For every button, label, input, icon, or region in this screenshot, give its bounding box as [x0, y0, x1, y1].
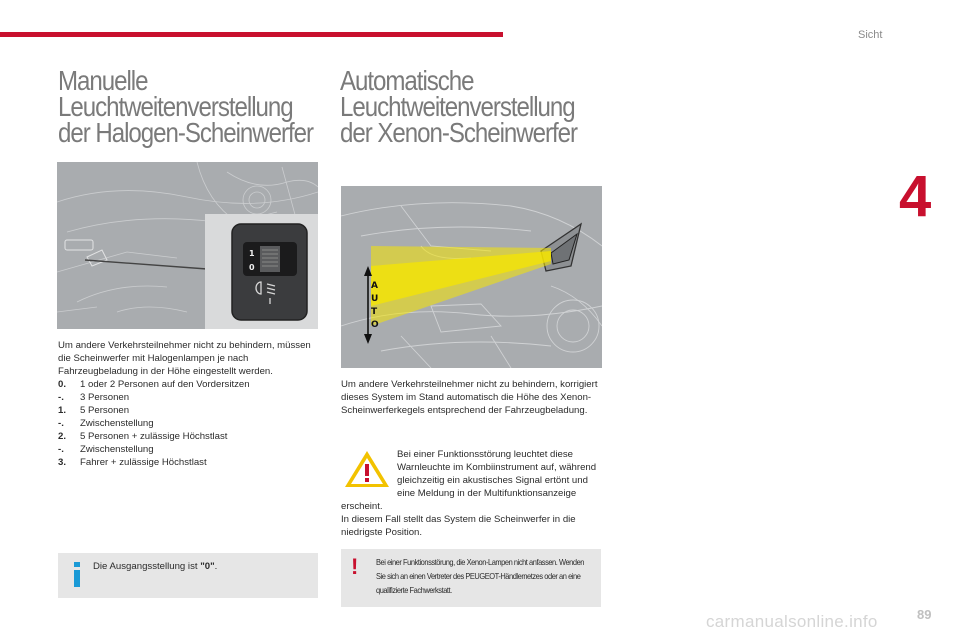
left-title-line: der Halogen-Scheinwerfer	[58, 117, 313, 148]
left-body	[58, 339, 320, 469]
exclamation-icon: !	[351, 554, 359, 579]
dashboard-drawing	[57, 162, 318, 329]
right-warning	[341, 448, 603, 539]
beam-letter-t: T	[371, 307, 378, 317]
left-intro: Um andere Verkehrsteilnehmer nicht zu behindern, müssen die Scheinwerfer mit Halogenlampen je nach Fahrzeugbeladung in der Höhe eingestellt werden.	[58, 340, 311, 377]
list-item: 2. 5 Personen + zulässige Höchstlast	[58, 431, 228, 442]
right-title-line: Leuchtweitenverstellung	[340, 91, 575, 122]
list-item: -. 3 Personen	[58, 392, 130, 403]
info-text: Die Ausgangsstellung ist "0".	[93, 561, 218, 572]
watermark: carmanualsonline.info	[706, 612, 878, 631]
warning-text-2: In diesem Fall stellt das System die Scheinwerfer in die niedrigste Position.	[341, 514, 576, 538]
caution-box	[341, 549, 601, 607]
info-icon	[71, 562, 83, 587]
chapter-number: 4	[899, 164, 932, 229]
dial-label-0: 0	[249, 263, 255, 272]
top-accent-bar	[0, 32, 503, 37]
dial-label-1: 1	[249, 249, 255, 258]
dashboard-illustration	[57, 162, 318, 329]
list-item: 0. 1 oder 2 Personen auf den Vordersitzen	[58, 379, 250, 390]
left-title	[58, 65, 313, 148]
right-intro: Um andere Verkehrsteilnehmer nicht zu behindern, korrigiert dieses System im Stand automatisch die Höhe des Xenon-Scheinwerferkegels entsprechend der Fahrzeugbeladung.	[341, 379, 598, 416]
right-title	[340, 65, 577, 148]
beam-letter-o: O	[371, 320, 379, 330]
list-item: 3. Fahrer + zulässige Höchstlast	[58, 457, 207, 468]
list-item: -. Zwischenstellung	[58, 444, 154, 455]
right-title-line: der Xenon-Scheinwerfer	[340, 117, 577, 148]
car-front-drawing	[341, 186, 602, 368]
beam-letter-a: A	[371, 281, 378, 291]
caution-text: Bei einer Funktionsstörung, die Xenon-Lampen nicht anfassen. Wenden Sie sich an einen Vertreter des PEUGEOT-Händlernetzes oder an eine qualifizierte Fachwerkstatt.	[376, 557, 584, 595]
load-position-list	[58, 378, 320, 469]
left-title-line: Leuchtweitenverstellung	[58, 91, 293, 122]
initial-position-value: "0"	[200, 561, 215, 572]
left-title-line: Manuelle	[58, 65, 148, 96]
section-label: Sicht	[858, 29, 883, 41]
warning-triangle-icon	[341, 448, 393, 490]
warning-text: Bei einer Funktionsstörung leuchtet diese Warnleuchte im Kombiinstrument auf, während gleichzeitig ein akustisches Signal ertönt und eine Meldung in der Multifunktionsanzeige erscheint.	[341, 449, 597, 512]
page-number: 89	[917, 607, 932, 622]
list-item: 1. 5 Personen	[58, 405, 130, 416]
info-box	[58, 553, 318, 598]
beam-letter-u: U	[371, 294, 379, 304]
right-title-line: Automatische	[340, 65, 474, 96]
car-headlight-illustration	[341, 186, 602, 368]
list-item: -. Zwischenstellung	[58, 418, 154, 429]
